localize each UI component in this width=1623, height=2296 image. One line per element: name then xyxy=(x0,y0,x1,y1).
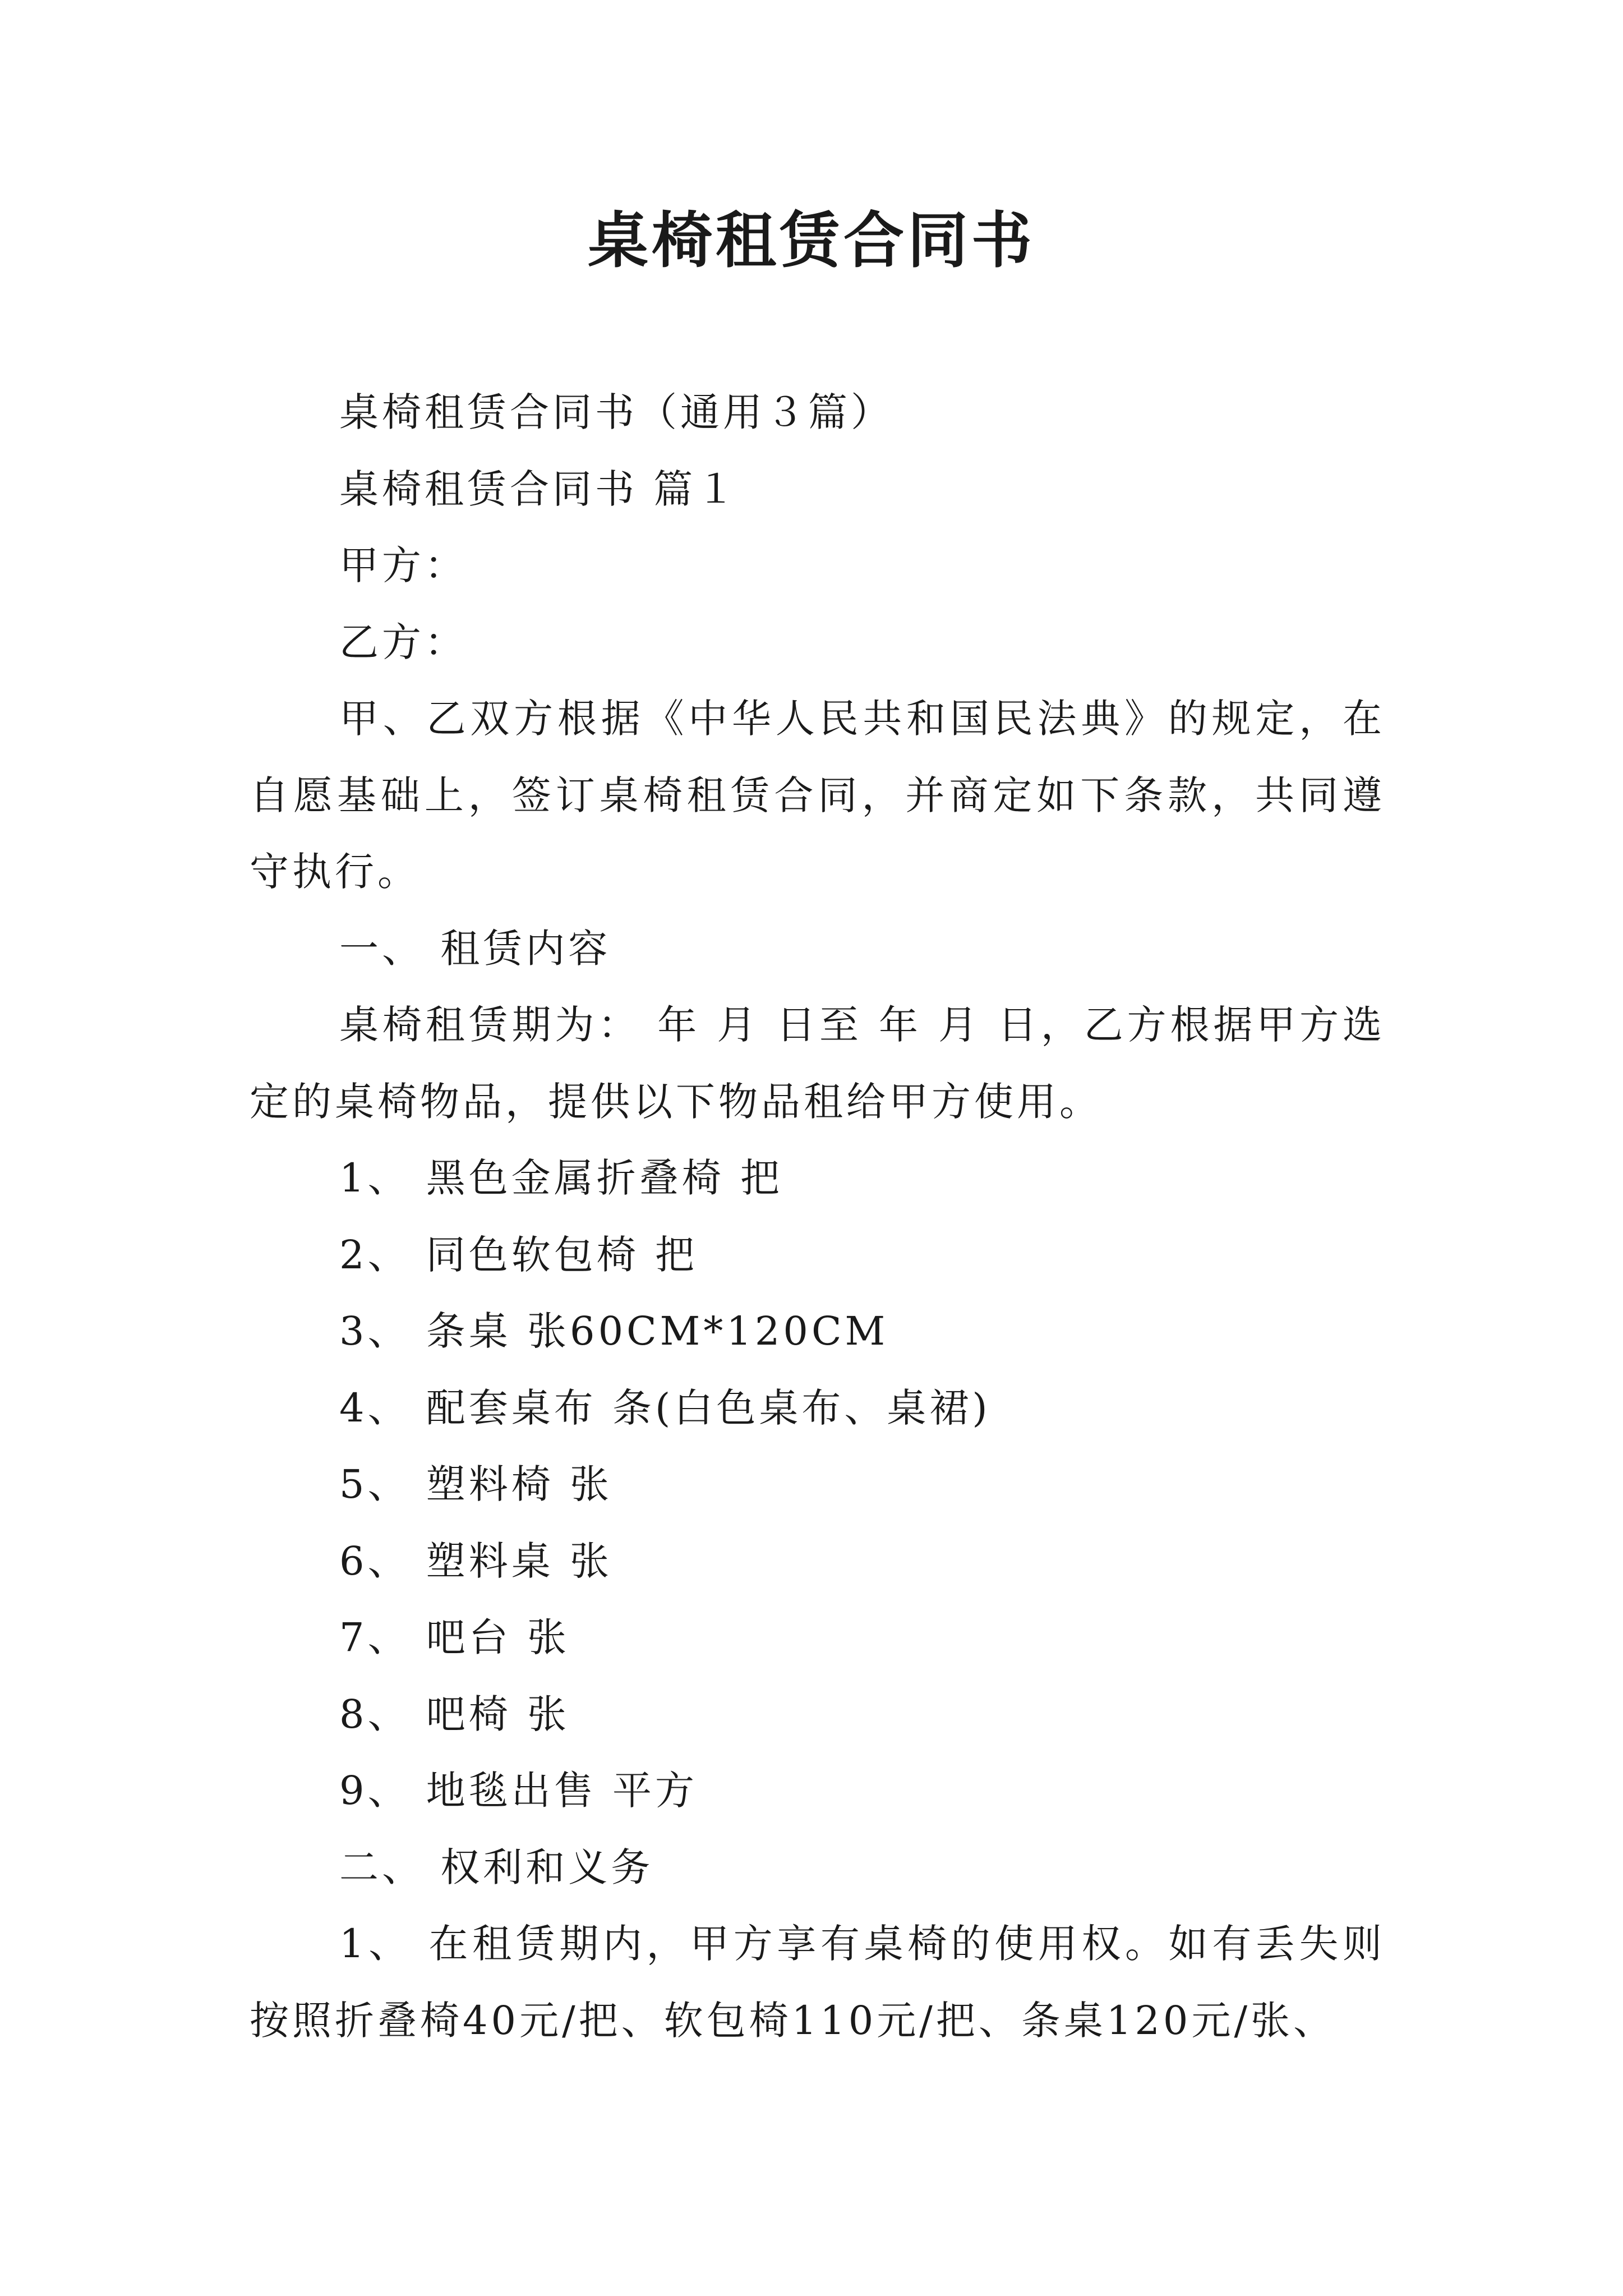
list-item: 3、 条桌 张60CM*120CM xyxy=(339,1308,889,1354)
paragraph-section-heading: 桌椅租赁合同书 篇１ xyxy=(339,466,739,512)
paragraph-party-a: 甲方： xyxy=(339,542,467,588)
paragraph-clause-heading-1: 一、 租赁内容 xyxy=(339,925,611,972)
list-item: 8、 吧椅 张 xyxy=(339,1691,570,1737)
list-item: 1、 黑色金属折叠椅 把 xyxy=(339,1155,783,1201)
document-title: 桌椅租赁合同书 xyxy=(587,206,1035,276)
paragraph-lease-period: 桌椅租赁期为： 年 月 日至 年 月 日，乙方根据甲方选定的桌椅物品，提供以下物品租给甲方使用。 xyxy=(250,1002,1385,1125)
paragraph-preamble: 甲、乙双方根据《中华人民共和国民法典》的规定，在自愿基础上，签订桌椅租赁合同，并商定如下条款，共同遵守执行。 xyxy=(250,696,1385,895)
list-item: 2、 同色软包椅 把 xyxy=(339,1231,698,1278)
list-item: 4、 配套桌布 条(白色桌布、桌裙) xyxy=(339,1384,991,1431)
paragraph-clause-heading-2: 二、 权利和义务 xyxy=(339,1844,654,1890)
list-item: 6、 塑料桌 张 xyxy=(339,1538,613,1584)
list-item: 7、 吧台 张 xyxy=(339,1614,570,1660)
list-item: 9、 地毯出售 平方 xyxy=(339,1768,698,1814)
paragraph-rights-1: 1、 在租赁期内，甲方享有桌椅的使用权。如有丢失则按照折叠椅40元/把、软包椅110元/把、条桌120元/张、 xyxy=(250,1921,1385,2044)
list-item: 5、 塑料椅 张 xyxy=(339,1461,613,1507)
document-body xyxy=(250,374,1385,2059)
paragraph-subtitle: 桌椅租赁合同书（通用３篇） xyxy=(339,389,893,435)
paragraph-party-b: 乙方： xyxy=(339,619,467,665)
